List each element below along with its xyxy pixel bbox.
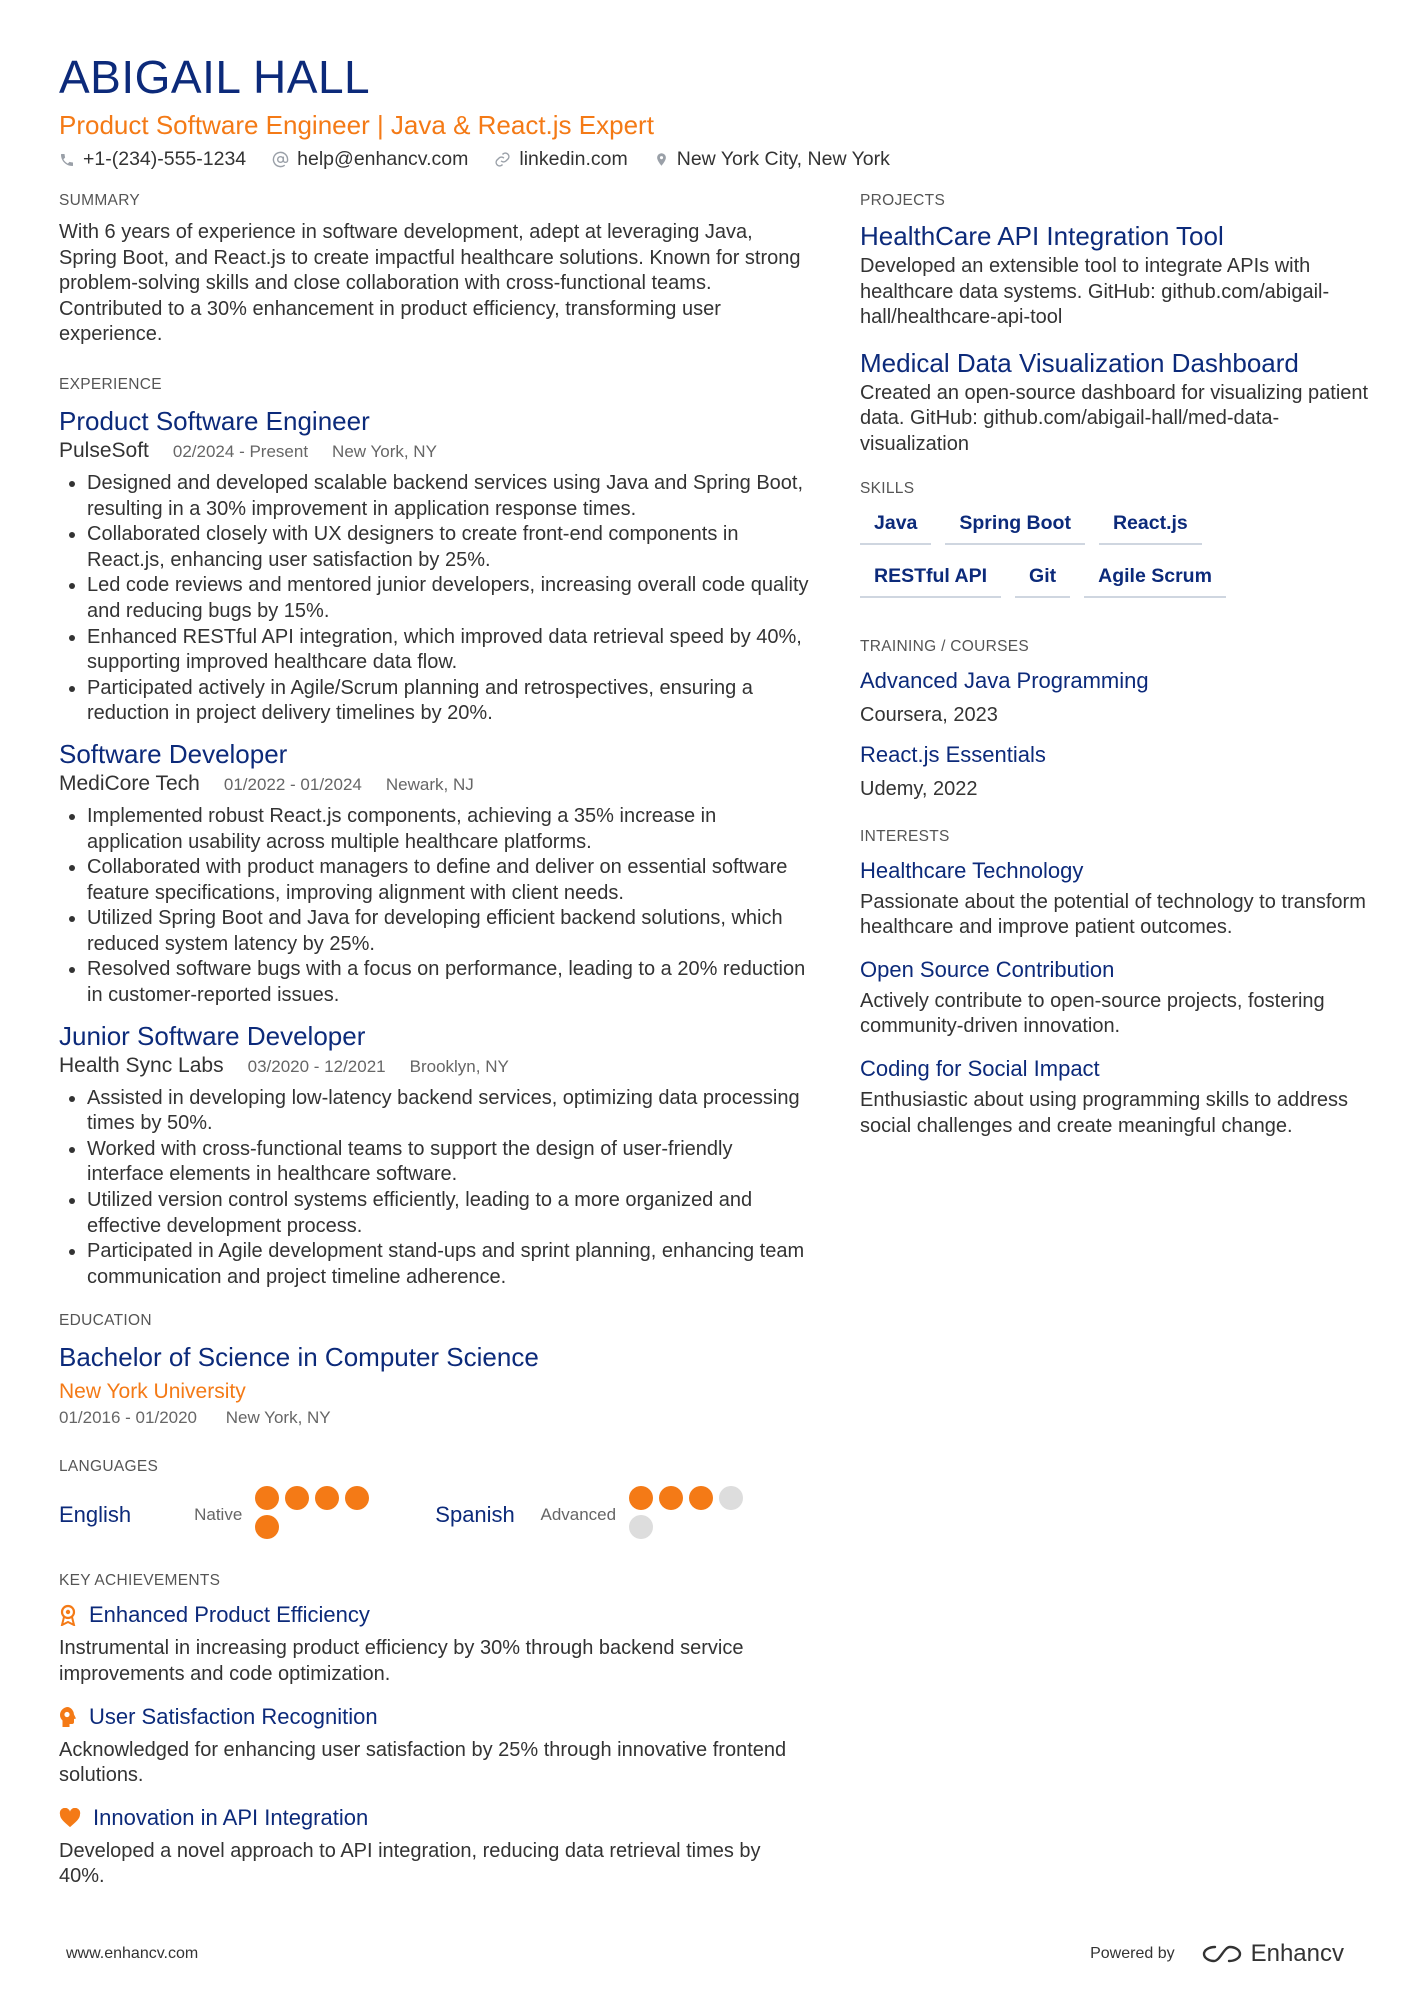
skill-tag: React.js: [1099, 508, 1202, 545]
interests-section: [860, 826, 1370, 1140]
job-bullets: [59, 471, 809, 727]
rating-dot-empty: [719, 1486, 743, 1510]
rating-dot-filled: [285, 1486, 309, 1510]
job-entry: [59, 404, 809, 727]
section-title: INTERESTS: [860, 827, 950, 845]
rating-dot-filled: [345, 1486, 369, 1510]
language-item: [435, 1486, 775, 1544]
interest-desc: Passionate about the potential of technology to transform healthcare and improve patient outcomes.: [860, 890, 1366, 939]
section-title: EXPERIENCE: [59, 375, 162, 393]
job-dates: 01/2022 - 01/2024: [223, 774, 362, 794]
job-bullets: [59, 1086, 809, 1291]
project-title: Medical Data Visualization Dashboard: [860, 347, 1299, 378]
linkedin-text: linkedin.com: [519, 148, 628, 170]
job-bullet: • Utilized version control systems efficiently, leading to a more organized and effective development process.: [87, 1188, 809, 1239]
job-dates: 03/2020 - 12/2021: [247, 1056, 386, 1076]
course-provider: Udemy, 2022: [860, 777, 978, 800]
section-title: KEY ACHIEVEMENTS: [59, 1572, 221, 1590]
education-location: New York, NY: [225, 1408, 331, 1428]
education-meta: [59, 1406, 809, 1430]
language-rating: [626, 1486, 775, 1544]
left-column: [59, 190, 809, 1916]
section-title: EDUCATION: [59, 1312, 152, 1330]
course-item: [860, 666, 1370, 730]
phone-text: +1-(234)-555-1234: [83, 148, 247, 170]
interest-desc: Enthusiastic about using programming skills to address social challenges and create meaningful change.: [860, 1088, 1349, 1137]
achievement-desc: Developed a novel approach to API integration, reducing data retrieval times by 40%.: [59, 1839, 761, 1888]
interest-title: Healthcare Technology: [860, 857, 1084, 883]
contact-phone: [59, 148, 246, 171]
job-title: Product Software Engineer: [59, 405, 370, 436]
language-level: Native: [194, 1505, 243, 1525]
achievement-desc: Instrumental in increasing product efficiency by 30% through backend service improvements and code optimization.: [59, 1637, 744, 1685]
contact-row: [59, 148, 1359, 171]
interest-item: [860, 1054, 1370, 1139]
job-entry: [59, 1019, 809, 1291]
training-section: [860, 636, 1370, 804]
interest-item: [860, 955, 1370, 1040]
interest-desc: Actively contribute to open-source projects, fostering community-driven innovation.: [860, 989, 1325, 1038]
job-title: Software Developer: [59, 738, 288, 769]
achievement-title: Innovation in API Integration: [93, 1804, 369, 1830]
job-bullet: • Implemented robust React.js components, achieving a 35% increase in application usability across multiple healthcare platforms.: [87, 804, 809, 855]
achievements-section: [59, 1570, 809, 1890]
rating-dot-filled: [659, 1486, 683, 1510]
interest-title: Open Source Contribution: [860, 956, 1115, 982]
achievement-title: User Satisfaction Recognition: [89, 1703, 378, 1729]
rating-dot-filled: [315, 1486, 339, 1510]
course-title: Advanced Java Programming: [860, 667, 1149, 693]
job-location: Newark, NJ: [385, 774, 474, 794]
job-bullet: • Led code reviews and mentored junior developers, increasing overall code quality and reducing bugs by 15%.: [87, 573, 809, 624]
job-dates: 02/2024 - Present: [172, 441, 309, 461]
candidate-title: Product Software Engineer | Java & React.js Expert: [59, 110, 654, 140]
education-section: [59, 1310, 809, 1430]
language-item: [59, 1486, 401, 1544]
achievement-head: [59, 1803, 809, 1833]
section-title: PROJECTS: [860, 192, 946, 209]
course-item: [860, 740, 1370, 804]
course-title: React.js Essentials: [860, 741, 1046, 767]
skill-tag: RESTful API: [860, 561, 1001, 598]
job-meta: [59, 438, 809, 465]
candidate-name: ABIGAIL HALL: [59, 51, 371, 103]
projects-section: [860, 190, 1370, 458]
skills-section: [860, 478, 1370, 614]
brand-name: Enhancv: [1250, 1940, 1344, 1967]
section-title: LANGUAGES: [59, 1458, 159, 1476]
contact-linkedin[interactable]: [494, 148, 627, 171]
job-bullet: • Collaborated closely with UX designers to create front-end components in React.js, enhancing user satisfaction by 25%.: [87, 522, 809, 573]
language-list: [59, 1486, 809, 1544]
achievement-head: [59, 1600, 809, 1630]
achievement-item: [59, 1702, 809, 1789]
resume-header: [59, 50, 1359, 171]
project-title: HealthCare API Integration Tool: [860, 221, 1224, 251]
job-bullet: • Assisted in developing low-latency backend services, optimizing data processing times by 50%.: [87, 1086, 809, 1137]
section-title: TRAINING / COURSES: [860, 637, 1030, 655]
contact-email[interactable]: [272, 148, 468, 171]
section-title: SUMMARY: [59, 192, 141, 209]
language-name: English: [59, 1502, 132, 1528]
experience-section: [59, 374, 809, 1290]
phone-icon: [59, 152, 75, 168]
job-bullet: • Participated in Agile development stand-ups and sprint planning, enhancing team communication and project timeline adherence.: [87, 1239, 809, 1290]
achievement-head: [59, 1702, 809, 1732]
education-school: New York University: [59, 1380, 246, 1404]
job-bullet: • Utilized Spring Boot and Java for developing efficient backend solutions, which reduced system latency by 25%.: [87, 906, 809, 957]
rating-dot-filled: [255, 1515, 279, 1539]
project-desc: Created an open-source dashboard for visualizing patient data. GitHub: github.com/abigail-hall/med-data-visualization: [860, 381, 1369, 455]
job-bullet: • Enhanced RESTful API integration, which improved data retrieval speed by 40%, supporting improved healthcare data flow.: [87, 625, 809, 676]
skill-tag: Agile Scrum: [1084, 561, 1226, 598]
map-pin-icon: [654, 151, 669, 168]
achievement-desc: Acknowledged for enhancing user satisfaction by 25% through innovative frontend solutions.: [59, 1738, 787, 1787]
interest-title: Coding for Social Impact: [860, 1055, 1100, 1081]
job-bullet: • Worked with cross-functional teams to support the design of user-friendly interface elements in healthcare software.: [87, 1137, 809, 1188]
job-company: MediCore Tech: [59, 771, 200, 795]
project-item: [860, 220, 1370, 331]
language-name: Spanish: [435, 1502, 515, 1528]
heart-icon: [59, 1808, 81, 1828]
achievement-item: [59, 1803, 809, 1890]
project-desc: Developed an extensible tool to integrate APIs with healthcare data systems. GitHub: github.com/abigail-hall/healthcare-api-tool: [860, 255, 1330, 329]
head-lightbulb-icon: [59, 1706, 77, 1728]
award-ribbon-icon: [59, 1604, 77, 1626]
job-bullets: [59, 804, 809, 1009]
language-level: Advanced: [540, 1505, 617, 1525]
job-location: New York, NY: [332, 441, 437, 461]
skill-tag: Java: [860, 508, 931, 545]
powered-by-text: Powered by: [1090, 1945, 1175, 1962]
footer-branding: [1090, 1940, 1344, 1968]
page-footer: [66, 1940, 1344, 1968]
job-meta: [59, 1053, 809, 1080]
language-rating: [252, 1486, 401, 1544]
at-sign-icon: [272, 151, 289, 168]
course-provider: Coursera, 2023: [860, 703, 998, 726]
job-company: Health Sync Labs: [59, 1053, 224, 1077]
education-degree: Bachelor of Science in Computer Science: [59, 1342, 539, 1373]
languages-section: [59, 1456, 809, 1544]
education-dates: 01/2016 - 01/2020: [59, 1408, 198, 1428]
rating-dot-filled: [629, 1486, 653, 1510]
skill-tag: Git: [1015, 561, 1070, 598]
email-text: help@enhancv.com: [297, 148, 469, 170]
job-bullet: • Resolved software bugs with a focus on performance, leading to a 20% reduction in customer-reported issues.: [87, 957, 809, 1008]
job-entry: [59, 737, 809, 1009]
rating-dot-empty: [629, 1515, 653, 1539]
right-column: [860, 190, 1370, 1165]
project-item: [860, 347, 1370, 458]
job-bullet: • Designed and developed scalable backend services using Java and Spring Boot, resulting in a 30% improvement in application response times.: [87, 471, 809, 522]
achievement-title: Enhanced Product Efficiency: [89, 1602, 370, 1628]
section-title: SKILLS: [860, 479, 915, 497]
skill-list: [860, 508, 1280, 614]
job-company: PulseSoft: [59, 438, 149, 462]
link-icon: [494, 151, 511, 168]
location-text: New York City, New York: [676, 148, 890, 170]
job-title: Junior Software Developer: [59, 1020, 366, 1051]
rating-dot-filled: [255, 1486, 279, 1510]
footer-url[interactable]: www.enhancv.com: [66, 1945, 199, 1962]
job-bullet: • Participated actively in Agile/Scrum planning and retrospectives, ensuring a reduction in project delivery timelines by 20%.: [87, 676, 809, 727]
summary-text: With 6 years of experience in software development, adept at leveraging Java, Spring Boot, and React.js to create impactful healthcare solutions. Known for strong problem-solving skills and close collaboration with cross-functional teams. Contributed to a 30% enhancement in product efficiency, transforming user experience.: [59, 221, 801, 346]
job-meta: [59, 771, 809, 798]
rating-dot-filled: [689, 1486, 713, 1510]
summary-section: [59, 190, 809, 348]
job-bullet: • Collaborated with product managers to define and deliver on essential software feature specifications, improving alignment with client needs.: [87, 855, 809, 906]
contact-location: [654, 148, 890, 171]
achievement-item: [59, 1600, 809, 1687]
enhancv-logo-icon: [1201, 1943, 1243, 1965]
skill-tag: Spring Boot: [945, 508, 1085, 545]
interest-item: [860, 856, 1370, 941]
job-location: Brooklyn, NY: [409, 1056, 509, 1076]
